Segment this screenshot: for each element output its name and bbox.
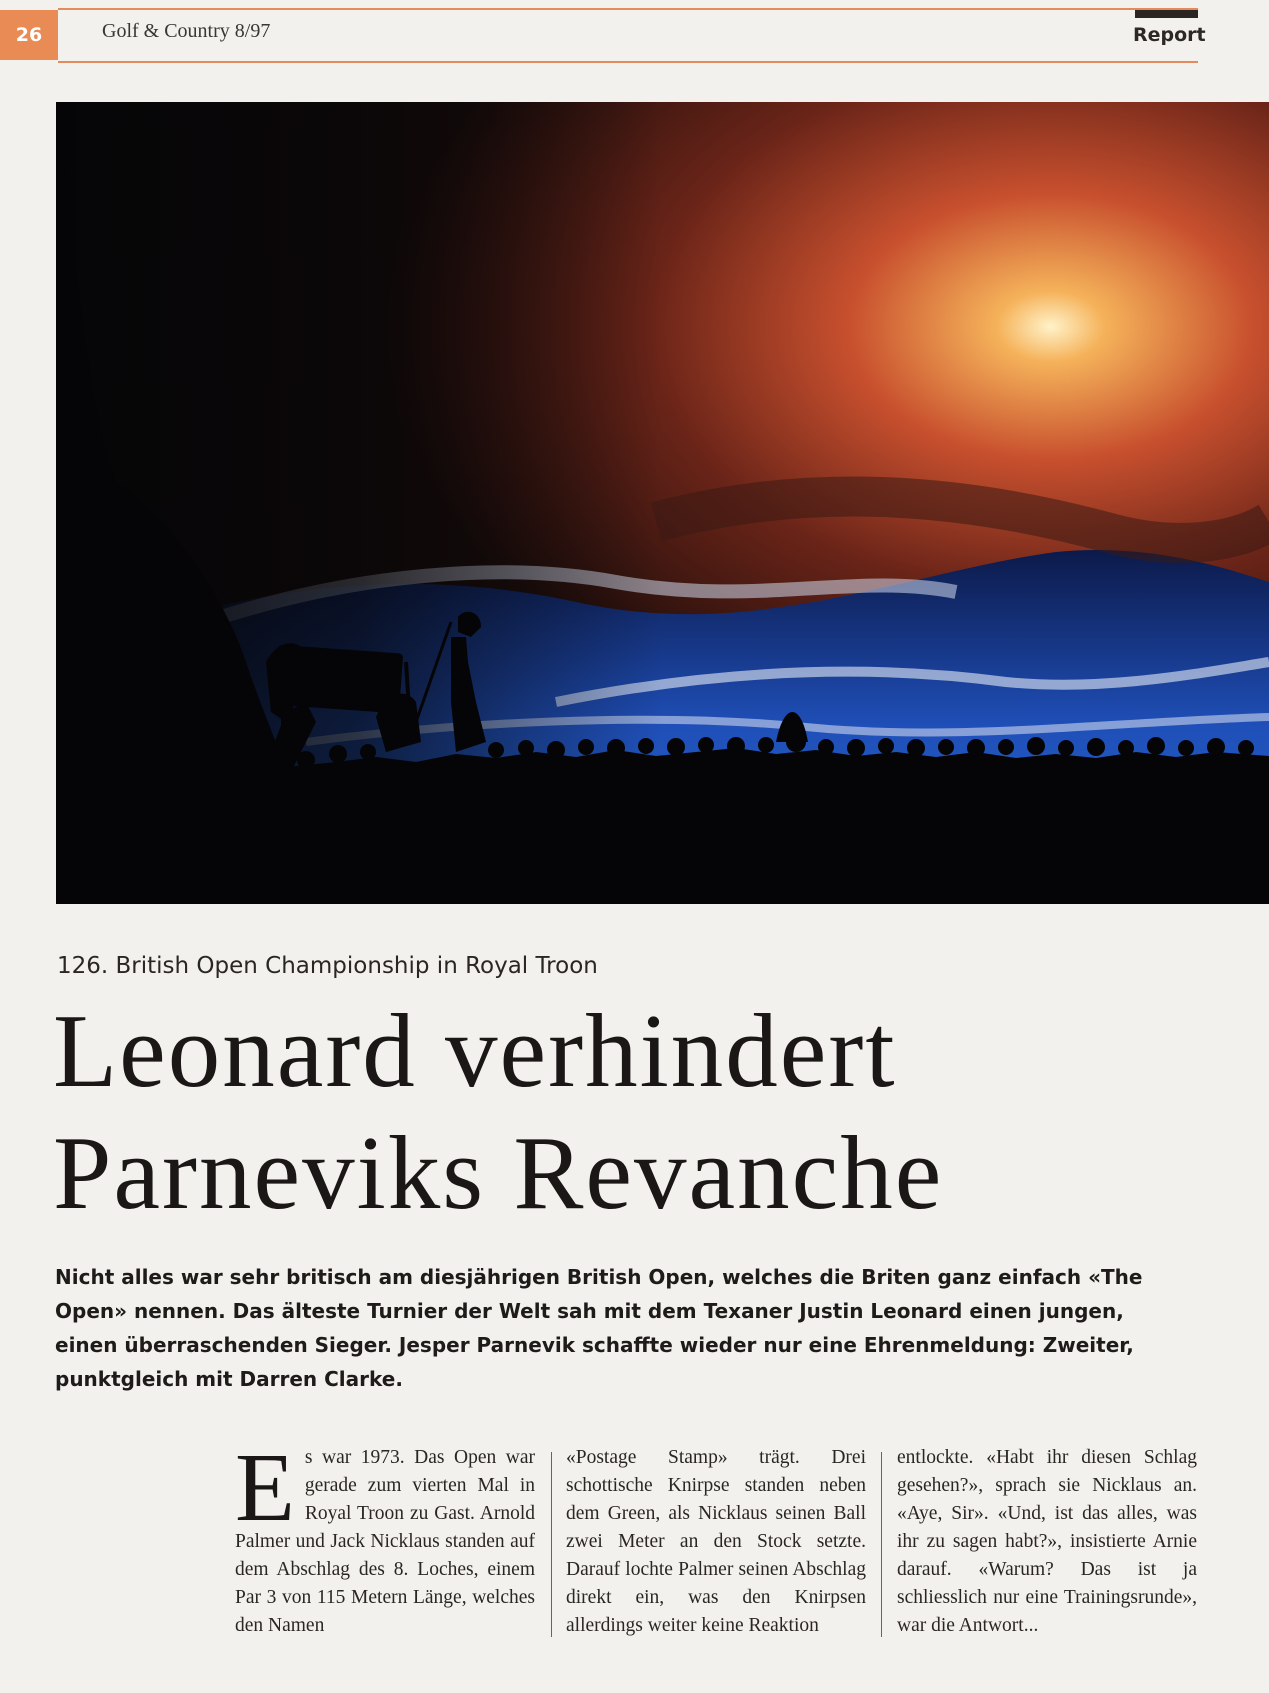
headline-line-2: Parneviks Revanche: [53, 1114, 944, 1231]
body-column-1-text: s war 1973. Das Open war gerade zum vierten Mal in Royal Troon zu Gast. Arnold Palmer und Jack Nicklaus standen auf dem Abschlag des 8. Loches, einem Par 3 von 115 Metern Länge, welches den Namen: [235, 1447, 535, 1636]
header-top-rule: [58, 8, 1198, 10]
page-number: 26: [0, 10, 58, 60]
article-lead: Nicht alles war sehr britisch am diesjährigen British Open, welches die Briten ganz einfach «The Open» nennen. Das älteste Turnier der Welt sah mit dem Texaner Justin Leonard einen jungen, einen überraschenden Sieger. Jesper Parnevik schaffte wieder nur eine Ehrenmeldung: Zweiter, punktgleich mit Darren Clarke.: [55, 1265, 1143, 1391]
body-column-2: «Postage Stamp» trägt. Drei schottische Knirpse standen neben dem Green, als Nicklaus seinen Ball zwei Meter an den Stock setzte. Darauf lochte Palmer seinen Abschlag direkt ein, was den Knirpsen allerdings weiter keine Reaktion: [566, 1447, 866, 1636]
section-marker-bar: [1135, 10, 1198, 18]
body-column-3: entlockte. «Habt ihr diesen Schlag gesehen?», sprach sie Nicklaus an. «Aye, Sir». «Und, ist das alles, was ihr zu sagen habt?», insistierte Arnie darauf. «Warum? Das ist ja schliesslich nur eine Trainingsrunde», war die Antwort...: [897, 1447, 1197, 1636]
article-headline: [53, 990, 1233, 1234]
article-kicker: 126. British Open Championship in Royal Troon: [57, 953, 598, 979]
column-divider: [551, 1452, 552, 1637]
column-divider: [881, 1452, 882, 1637]
drop-cap: E: [235, 1434, 295, 1542]
hero-photo: [56, 102, 1269, 904]
headline-line-1: Leonard verhindert: [53, 992, 897, 1109]
section-label: Report: [1133, 24, 1206, 46]
publication-title: Golf & Country 8/97: [102, 20, 271, 42]
body-column-1: [235, 1434, 535, 1640]
header-bottom-rule: [58, 61, 1198, 63]
